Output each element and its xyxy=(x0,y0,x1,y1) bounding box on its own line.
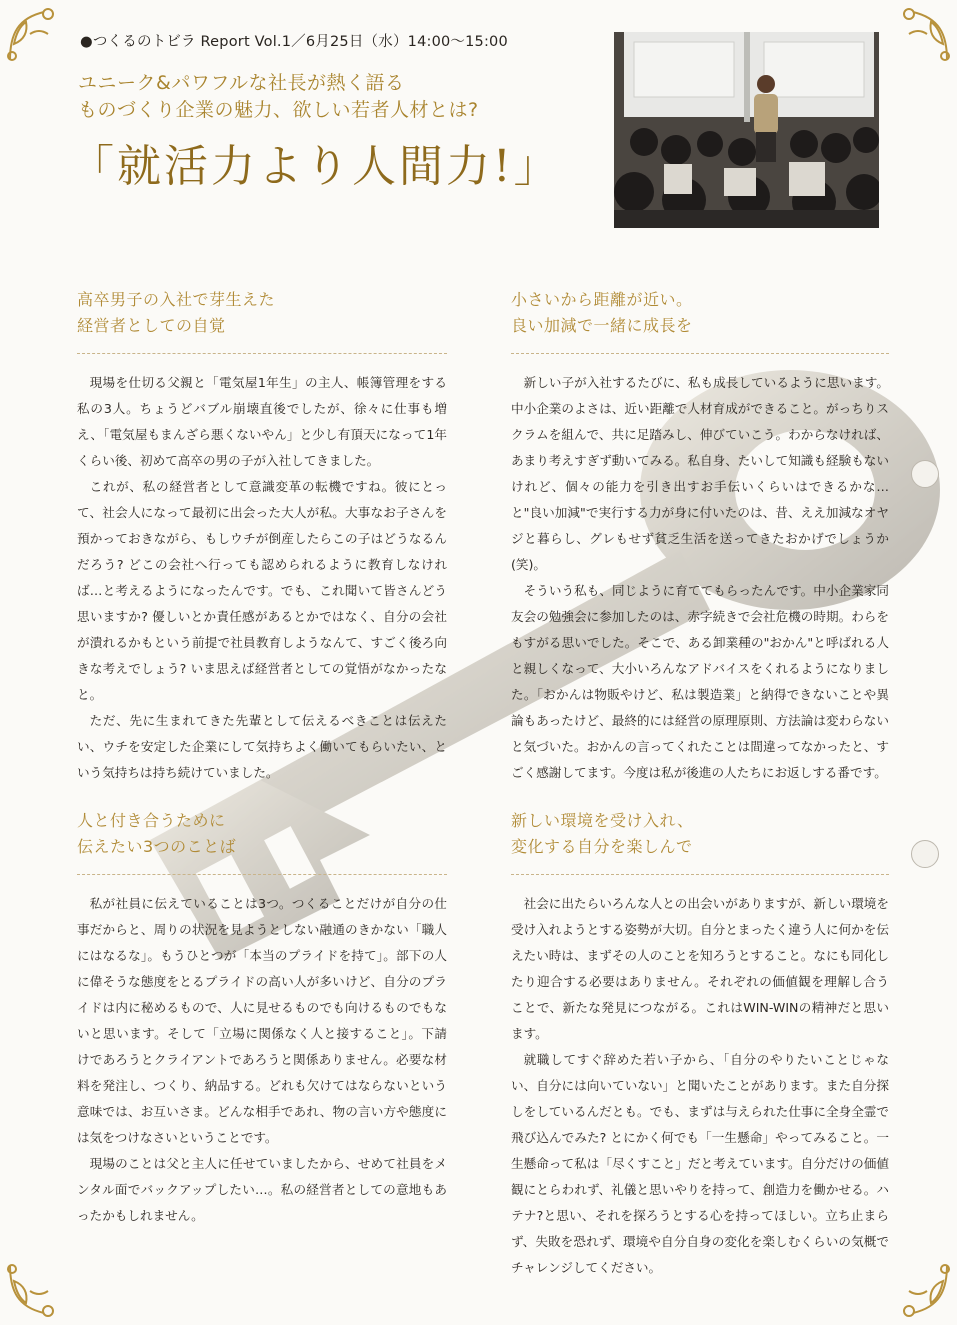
section-heading xyxy=(511,287,889,354)
paragraph: これが、私の経営者として意識変革の転機ですね。彼にとって、社会人になって最初に出会った大人が私。大事なお子さんを預かっておきながら、もしウチが倒産したらこの子はどうなるんだろう? どこの会社へ行っても認められるように教育しなければ…と考えるようになったんです。でも、これ聞いて皆さんどう思いますか? 優しいとか責任感があるとかではなく、自分の会社が潰れるかもという前提で社員教育しようなんて、すごく後ろ向きな考えでしょう? いま思えば経営者としての覚悟がなかったなと。 xyxy=(77,479,447,702)
section-heading-line: 小さいから距離が近い。 xyxy=(511,290,693,309)
paragraph: ただ、先に生まれてきた先輩として伝えるべきことは伝えたい、ウチを安定した企業にして気持ちよく働いてもらいたい、という気持ちは持ち続けていました。 xyxy=(77,713,447,780)
report-info-line: ●つくるのトビラ Report Vol.1／6月25日（水）14:00〜15:00 xyxy=(80,34,508,50)
paragraph: 社会に出たらいろんな人との出会いがありますが、新しい環境を受け入れようとする姿勢が大切。自分とまったく違う人に何かを伝えたい時は、まずその人のことを知ろうとすること。なにも同化したり迎合する必要はありません。それぞれの価値観を理解し合うことで、新たな発見につながる。これはWIN-WINの精神だと思います。 xyxy=(511,896,890,1041)
section-heading-line: 良い加減で一緒に成長を xyxy=(511,316,693,335)
section-heading-line: 新しい環境を受け入れ、 xyxy=(511,811,694,830)
paragraph: 新しい子が入社するたびに、私も成長しているように思います。中小企業のよさは、近い距離で人材育成ができること。がっちりスクラムを組んで、共に足踏みし、伸びていこう。わからなければ、あまり考えすぎず動いてみる。私自身、たいして知識も経験もないけれど、個々の能力を引き出すお手伝いくらいはできるかな…と"良い加減"で実行する力が身に付いたのは、昔、ええ加減なオヤジと暮らし、グレもせず貧乏生活を送ってきたおかげでしょうか(笑)。 xyxy=(511,375,889,572)
ornament-corner-icon xyxy=(891,4,953,66)
subtitle-line-2: ものづくり企業の魅力、欲しい若者人材とは? xyxy=(78,99,479,121)
binder-hole-icon xyxy=(911,460,939,488)
binder-hole-icon xyxy=(911,840,939,868)
section-heading xyxy=(77,808,447,875)
paragraph: そういう私も、同じように育ててもらったんです。中小企業家同友会の勉強会に参加したのは、赤字続きで会社危機の時期。わらをもすがる思いでした。そこで、ある卸業種の"おかん"と呼ばれる人と親しくなって、大小いろんなアドバイスをくれるようになりました。「おかんは物販やけど、私は製造業」と納得できないことや異論もあったけど、最終的には経営の原理原則、方法論は変わらないと気づいた。おかんの言ってくれたことは間違ってなかったと、すごく感謝してます。今度は私が後進の人たちにお返しする番です。 xyxy=(511,583,889,780)
ornament-corner-icon xyxy=(891,1259,953,1321)
paragraph: 現場のことは父と主人に任せていましたから、せめて社員をメンタル面でバックアップしたい…。私の経営者としての意地もあったかもしれません。 xyxy=(77,1156,447,1223)
section-heading-line: 変化する自分を楽しんで xyxy=(511,837,693,856)
left-column xyxy=(77,287,447,1229)
lecture-photo xyxy=(614,32,879,228)
paragraph: 私が社員に伝えていることは3つ。つくることだけが自分の仕事だからと、周りの状況を見ようとしない融通のきかない「職人にはなるな」。もうひとつが「本当のプライドを持て」。部下の人に偉そうな態度をとるプライドの高い人が多いけど、自分のプライドは内に秘めるもので、人に見せるものでも向けるものでもないと思います。そして「立場に関係なく人と接すること」。下請けであろうとクライアントであろうと関係ありません。必要な材料を発注し、つくり、納品する。どれも欠けてはならないという意味では、お互いさま。どんな相手であれ、物の言い方や態度には気をつけなさいということです。 xyxy=(77,896,447,1145)
right-column xyxy=(511,287,889,1281)
section-heading xyxy=(511,808,889,875)
paragraph: 就職してすぐ辞めた若い子から、「自分のやりたいことじゃない、自分には向いていない」と聞いたことがあります。また自分探しをしているんだとも。でも、まずは与えられた仕事に全身全霊で飛び込んでみた? とにかく何でも「一生懸命」やってみること。一生懸命って私は「尽くすこと」だと考えています。自分だけの価値観にとらわれず、礼儀と思いやりを持って、創造力を働かせる。ハテナ?と思い、それを探ろうとする心を持ってほしい。立ち止まらず、失敗を恐れず、環境や自分自身の変化を楽しむくらいの気概でチャレンジしてください。 xyxy=(511,1052,889,1275)
page-title: 「就活力より人間力!」 xyxy=(70,141,561,192)
section-heading xyxy=(77,287,447,354)
paragraph: 現場を仕切る父親と「電気屋1年生」の主人、帳簿管理をする私の3人。ちょうどバブル崩壊直後でしたが、徐々に仕事も増え、「電気屋もまんざら悪くないやん」と少し有頂天になって1年くらい後、初めて高卒の男の子が入社してきました。 xyxy=(77,375,447,468)
section-heading-line: 人と付き合うために xyxy=(77,811,226,830)
section-heading-line: 経営者としての自覚 xyxy=(77,316,226,335)
section-heading-line: 伝えたい3つのことば xyxy=(77,837,237,856)
section-heading-line: 高卒男子の入社で芽生えた xyxy=(77,290,276,309)
ornament-corner-icon xyxy=(4,1259,66,1321)
subtitle xyxy=(78,70,479,124)
subtitle-line-1: ユニーク&パワフルな社長が熱く語る xyxy=(78,72,405,94)
ornament-corner-icon xyxy=(4,4,66,66)
